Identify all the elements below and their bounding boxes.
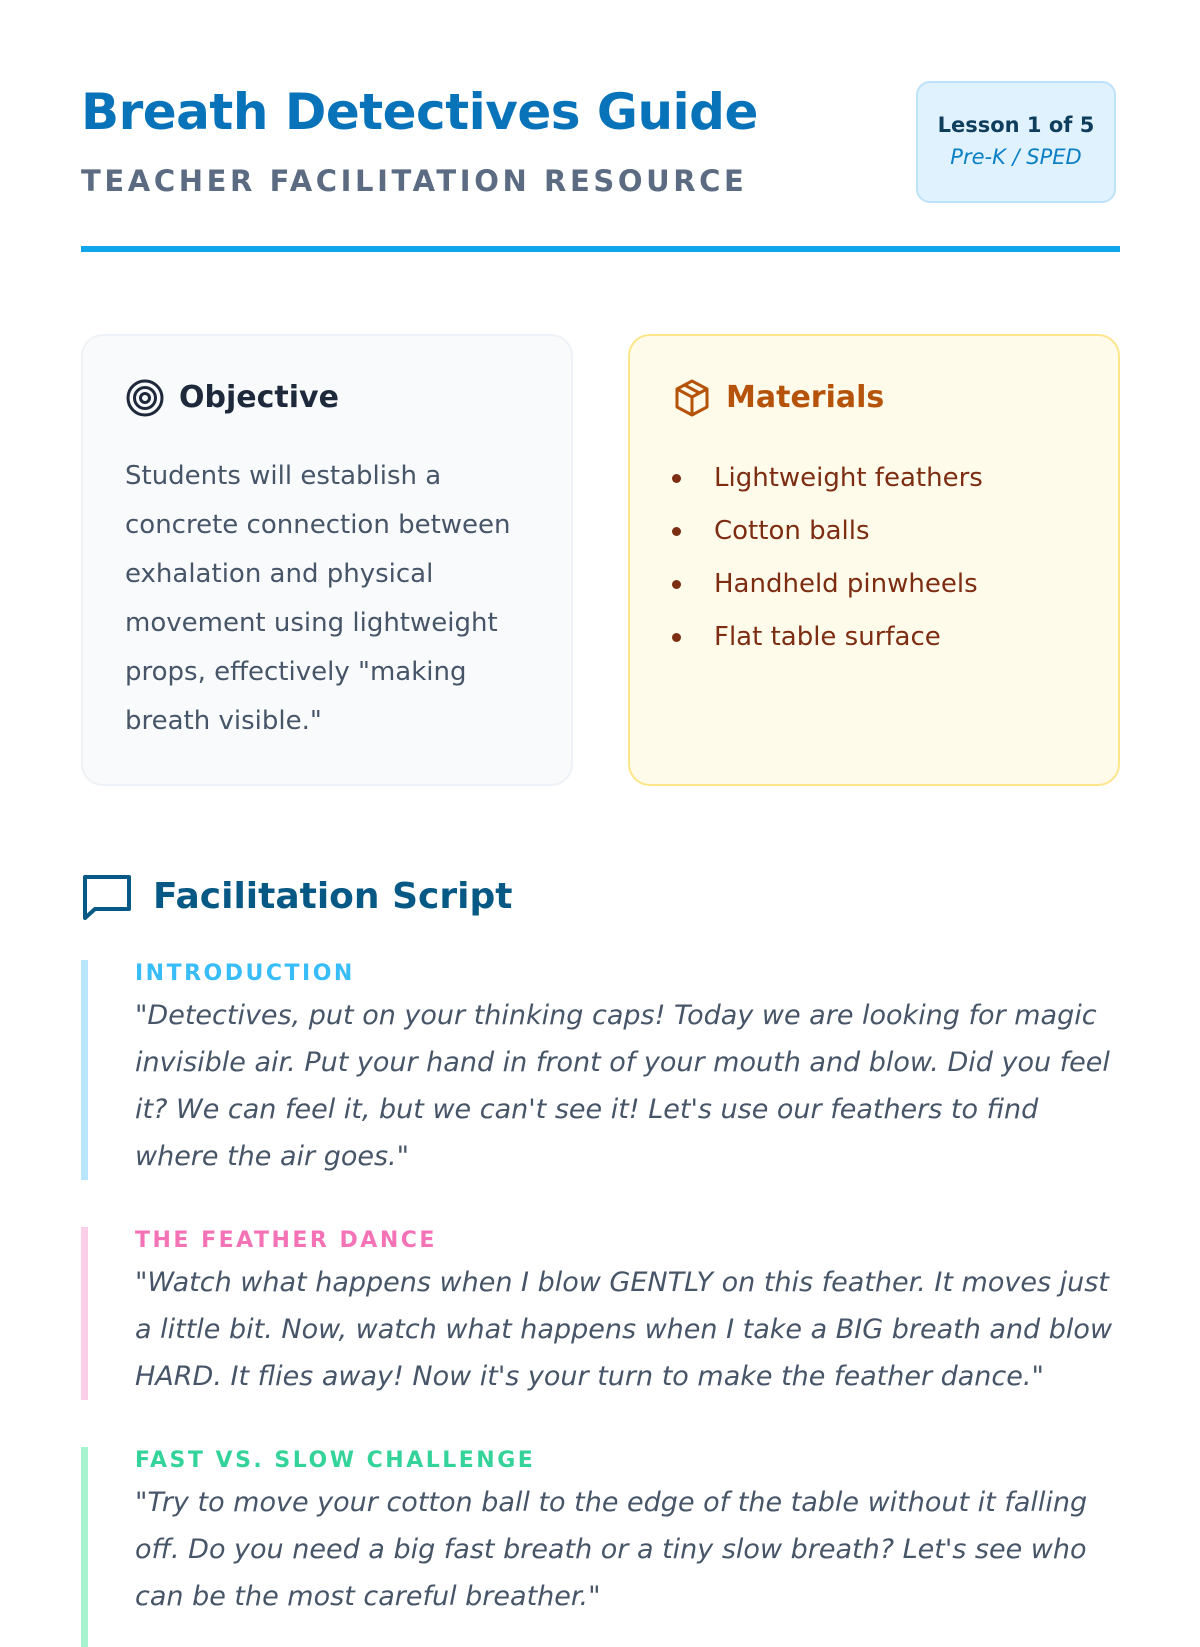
list-item [672, 505, 983, 558]
section-label: FAST VS. SLOW CHALLENGE [135, 1448, 536, 1473]
speech-bubble-icon [81, 871, 133, 923]
package-icon [672, 378, 712, 418]
page-title: Breath Detectives Guide [81, 83, 758, 141]
objective-text: Students will establish a concrete connection between exhalation and physical movement using lightweight props, effectively "making breath visible." [125, 461, 511, 736]
section-label: INTRODUCTION [135, 961, 355, 986]
script-title: Facilitation Script [153, 876, 513, 917]
bullet-icon [672, 580, 681, 589]
material-label: Cotton balls [714, 516, 870, 546]
guide-page [81, 0, 1120, 1612]
section-quote: "Watch what happens when I blow GENTLY on this feather. It moves just a little bit. Now, watch what happens when I take a BIG breath and blow HARD. It flies away! Now it's your turn to make the feather dance." [135, 1267, 1113, 1392]
objective-heading: Objective [179, 380, 339, 415]
section-label: THE FEATHER DANCE [135, 1228, 437, 1253]
lesson-badge [916, 81, 1116, 203]
list-item [672, 558, 983, 611]
lesson-grade: Pre-K / SPED [950, 145, 1082, 169]
bullet-icon [672, 527, 681, 536]
material-label: Lightweight feathers [714, 463, 983, 493]
script-section-introduction [81, 960, 1120, 1180]
objective-header [125, 376, 339, 420]
lesson-number: Lesson 1 of 5 [937, 113, 1095, 137]
script-section-feather-dance [81, 1227, 1120, 1400]
list-item [672, 611, 983, 664]
script-section-fast-slow [81, 1447, 1120, 1647]
target-icon [125, 378, 165, 418]
bullet-icon [672, 474, 681, 483]
materials-header [672, 376, 884, 420]
materials-heading: Materials [726, 380, 885, 415]
page-subtitle: TEACHER FACILITATION RESOURCE [81, 164, 748, 198]
material-label: Flat table surface [714, 622, 941, 652]
material-label: Handheld pinwheels [714, 569, 978, 599]
bullet-icon [672, 633, 681, 642]
header-divider [81, 246, 1120, 252]
objective-card [81, 334, 573, 786]
materials-card [628, 334, 1120, 786]
section-quote: "Detectives, put on your thinking caps! Today we are looking for magic invisible air. Put your hand in front of your mouth and blow. Did you feel it? We can feel it, but we can't see it! Let's use our feathers to find where the air goes." [135, 1000, 1110, 1172]
materials-list [672, 452, 983, 664]
section-quote: "Try to move your cotton ball to the edge of the table without it falling off. Do you need a big fast breath or a tiny slow breath? Let's see who can be the most careful breather." [135, 1487, 1088, 1612]
list-item [672, 452, 983, 505]
script-heading [81, 870, 512, 924]
page-header [81, 0, 1120, 254]
